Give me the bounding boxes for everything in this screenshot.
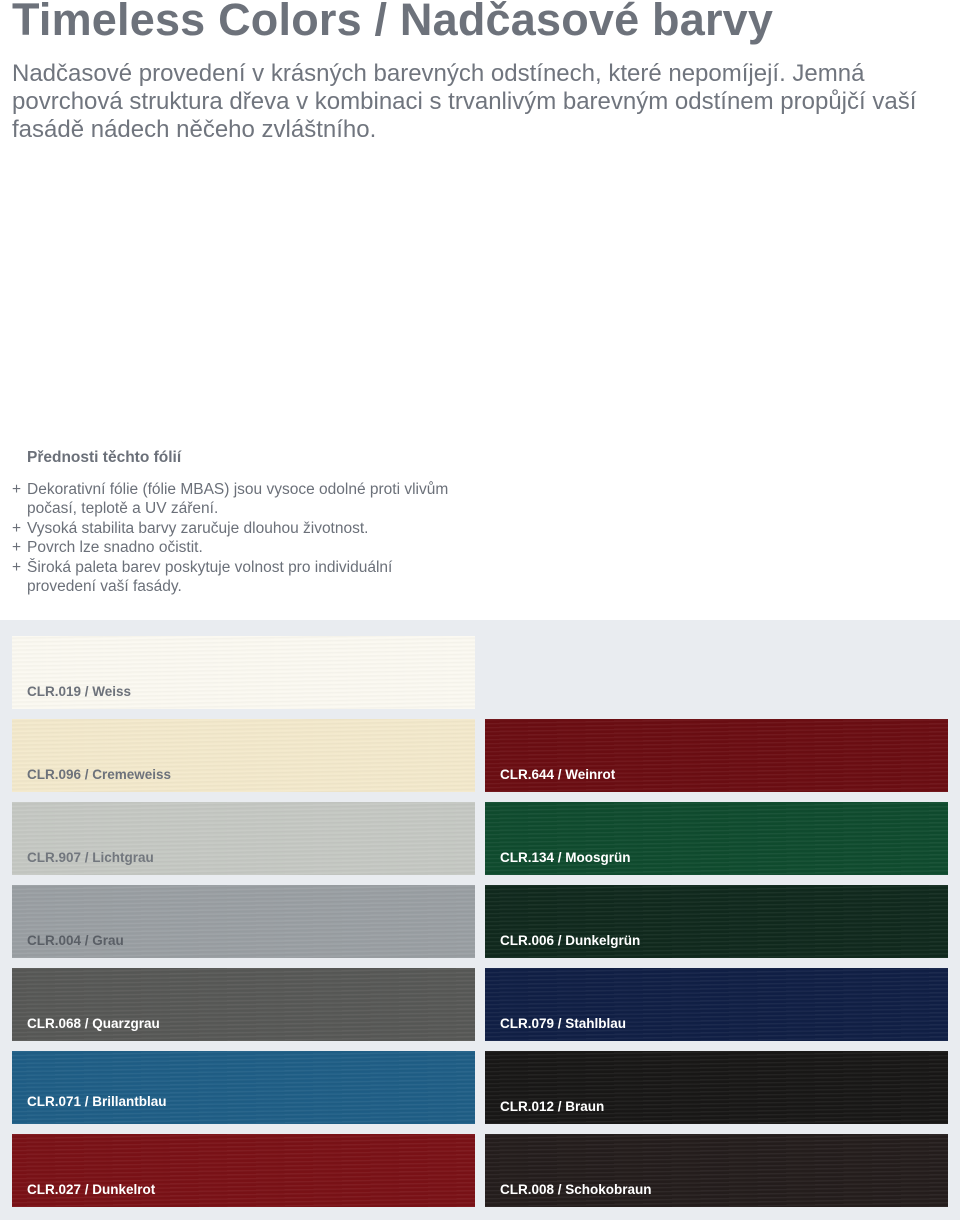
swatch-dunkelgruen	[485, 885, 948, 958]
swatch-label: CLR.907 / Lichtgrau	[27, 850, 154, 865]
swatch-lichtgrau	[12, 802, 475, 875]
plus-icon: +	[12, 519, 22, 537]
benefit-item	[12, 558, 452, 597]
plus-icon: +	[12, 539, 22, 556]
swatch-brillantblau	[12, 1051, 475, 1124]
benefits-section	[12, 448, 452, 597]
swatch-label: CLR.006 / Dunkelgrün	[500, 933, 641, 948]
swatch-grau	[12, 885, 475, 958]
swatch-schokobraun	[485, 1134, 948, 1207]
swatch-dunkelrot	[12, 1134, 475, 1207]
swatch-stahlblau	[485, 968, 948, 1041]
swatch-label: CLR.004 / Grau	[27, 933, 124, 948]
intro-text: Nadčasové provedení v krásných barevných odstínech, které nepomíjejí. Jemná povrchová struktura dřeva v kombinaci s trvanlivým barevným odstínem propůjčí vaší fasádě nádech něčeho zvláštního.	[12, 60, 917, 143]
swatch-label: CLR.134 / Moosgrün	[500, 850, 631, 865]
swatch-label: CLR.079 / Stahlblau	[500, 1016, 627, 1031]
benefit-text: Vysoká stabilita barvy zaručuje dlouhou životnost.	[27, 519, 369, 537]
benefit-item	[12, 519, 452, 539]
page-title: Timeless Colors / Nadčasové barvy	[12, 0, 774, 45]
swatch-cremeweiss	[12, 719, 475, 792]
swatch-moosgruen	[485, 802, 948, 875]
swatch-label: CLR.071 / Brillantblau	[27, 1094, 167, 1109]
swatch-label: CLR.096 / Cremeweiss	[27, 767, 172, 782]
benefit-text: Dekorativní fólie (fólie MBAS) jsou vysoce odolné proti vlivům počasí, teplotě a UV záření.	[27, 480, 449, 517]
benefit-text: Široká paleta barev poskytuje volnost pro individuální provedení vaší fasády.	[27, 558, 393, 595]
swatch-weinrot	[485, 719, 948, 792]
benefits-list	[12, 480, 452, 597]
benefit-item	[12, 480, 452, 519]
benefit-item	[12, 538, 452, 558]
swatch-weiss	[12, 636, 475, 709]
swatch-label: CLR.008 / Schokobraun	[500, 1182, 652, 1197]
swatch-label: CLR.644 / Weinrot	[500, 767, 616, 782]
plus-icon: +	[12, 480, 22, 498]
swatch-label: CLR.027 / Dunkelrot	[27, 1182, 156, 1197]
swatch-label: CLR.068 / Quarzgrau	[27, 1016, 160, 1031]
swatch-label: CLR.012 / Braun	[500, 1099, 605, 1114]
benefit-text: Povrch lze snadno očistit.	[27, 539, 203, 556]
swatch-braun	[485, 1051, 948, 1124]
swatch-quarzgrau	[12, 968, 475, 1041]
plus-icon: +	[12, 558, 22, 576]
benefits-heading: Přednosti těchto fólií	[27, 449, 182, 466]
swatch-label: CLR.019 / Weiss	[27, 684, 132, 699]
color-palette	[0, 620, 960, 1220]
